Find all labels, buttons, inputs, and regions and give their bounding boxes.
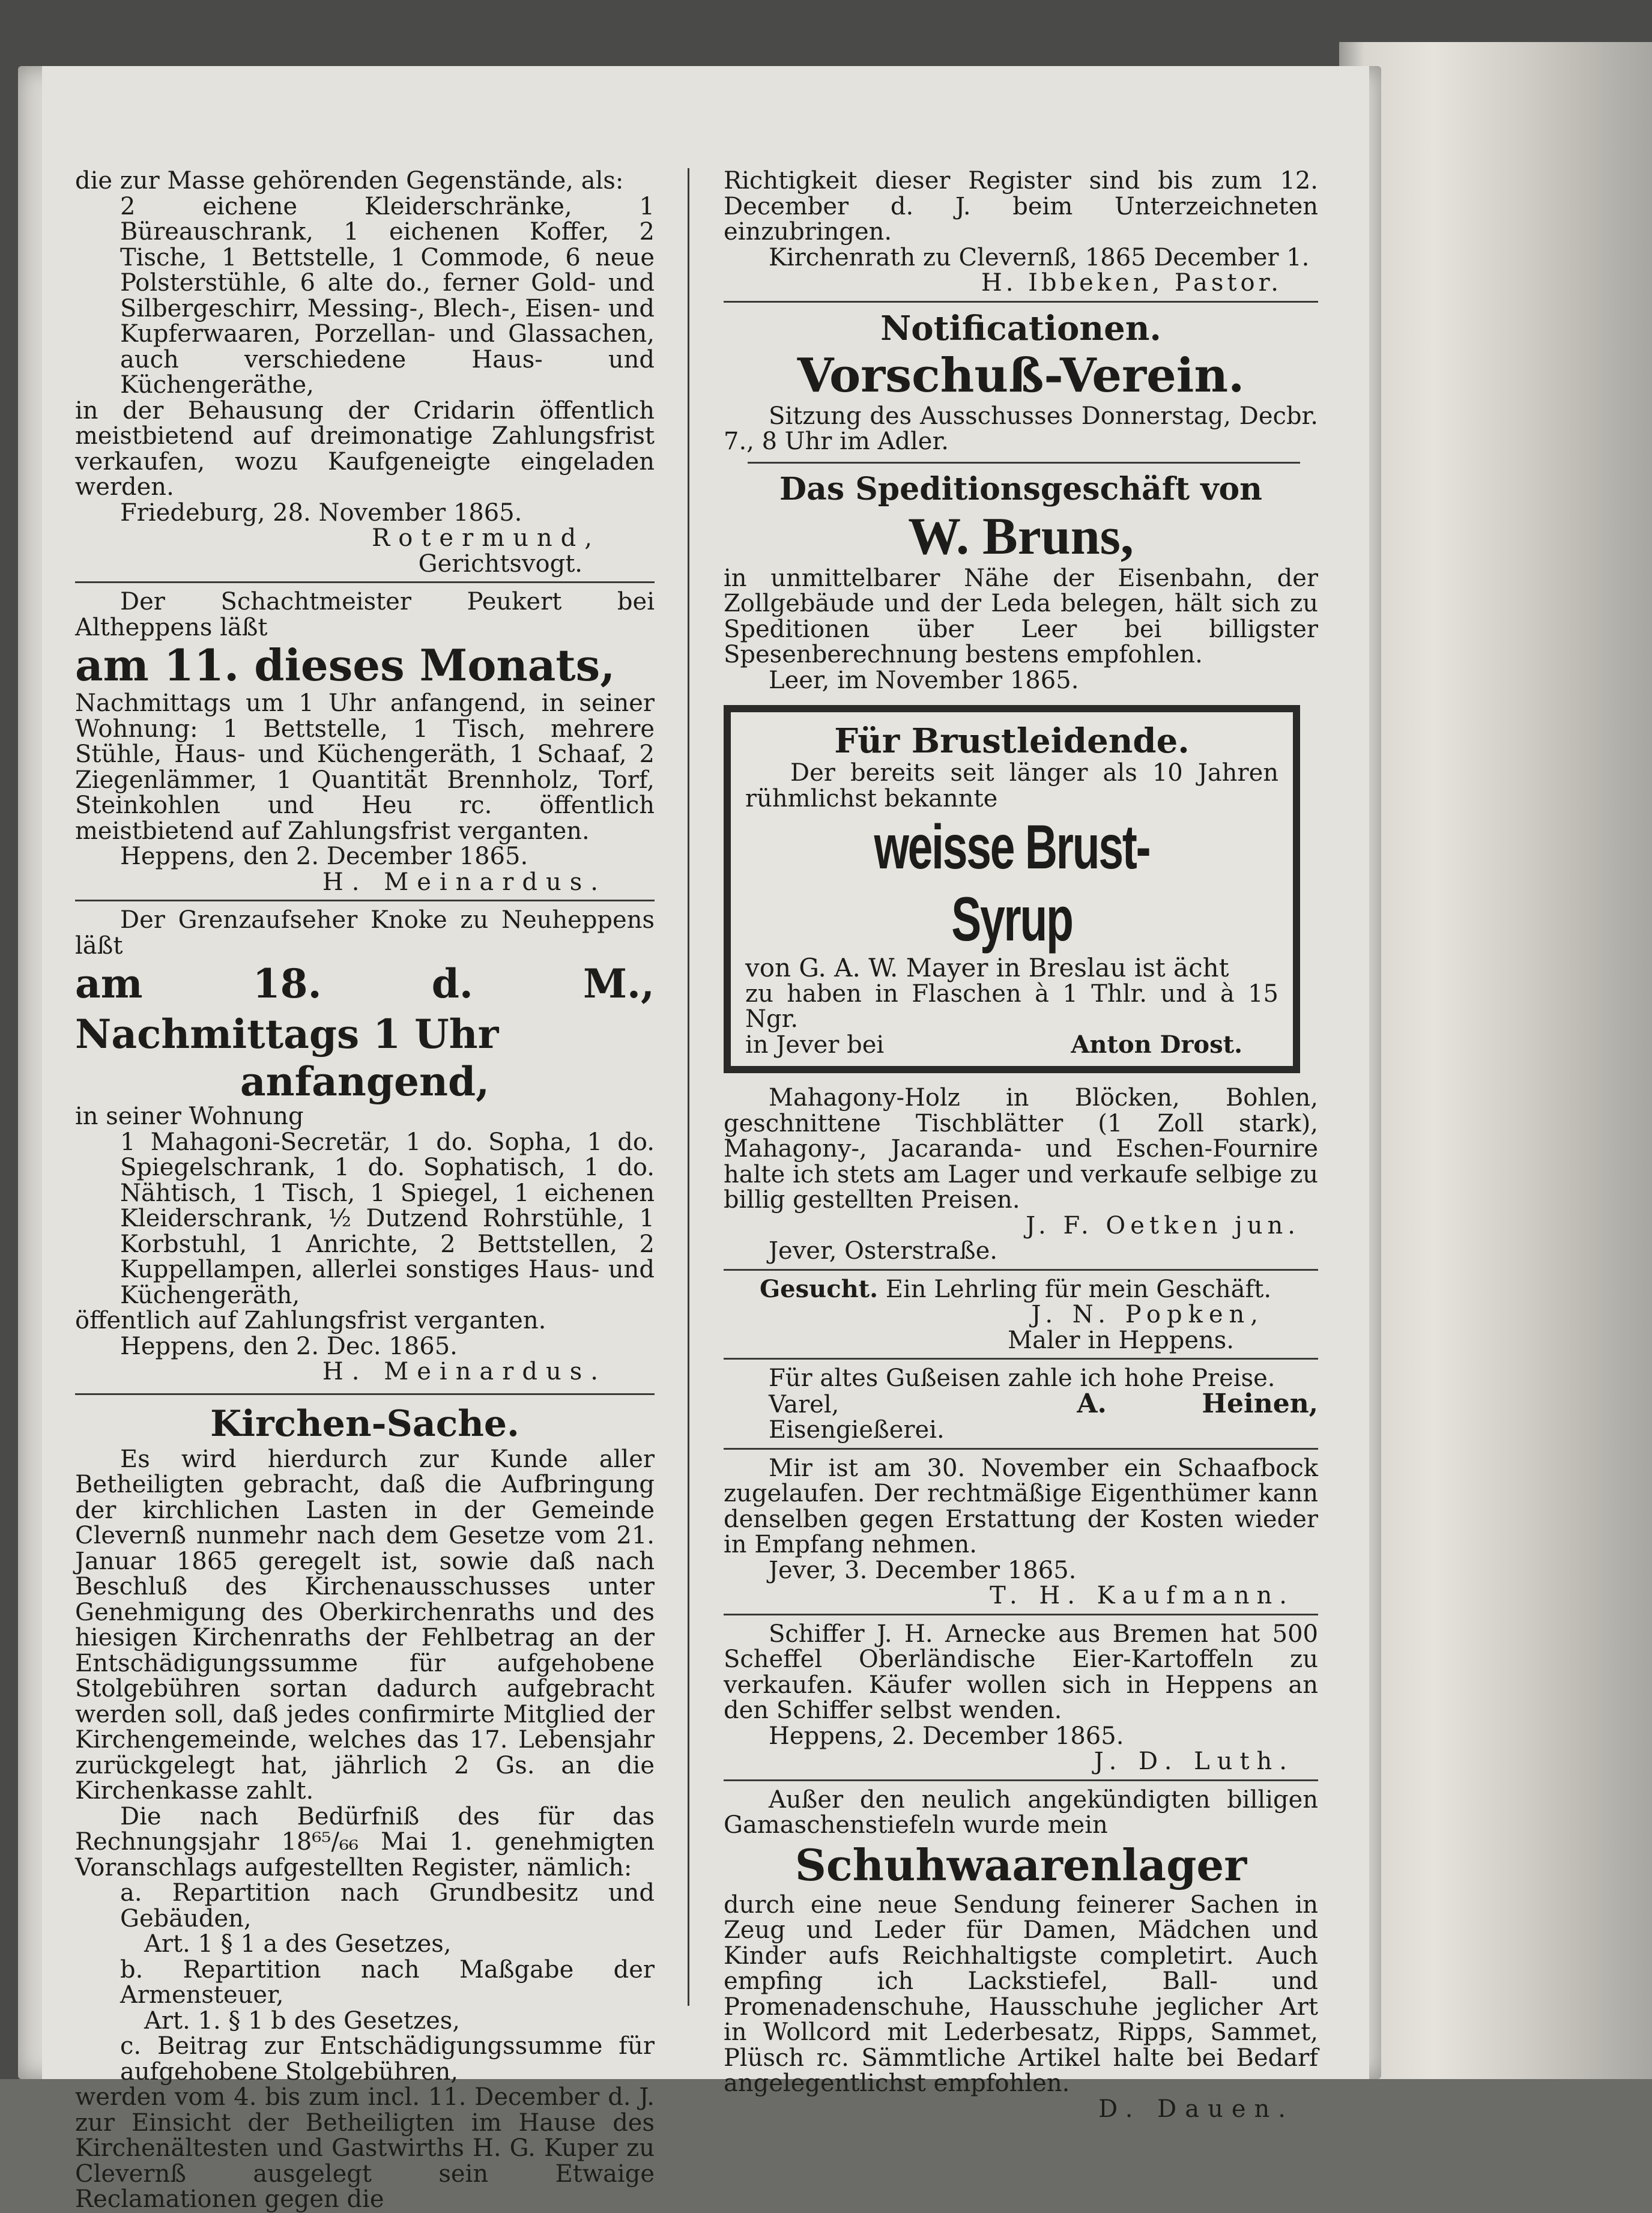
advert-kartoffeln bbox=[724, 1621, 1318, 1775]
advert-text: Mahagony-Holz in Blöcken, Bohlen, geschnittene Tischblätter (1 Zoll stark), Mahagony-, Jacaranda- und Eschen-Fournire halte ich stets am Lager und verkaufe selbige zu billig gestellten Preisen. bbox=[724, 1084, 1318, 1214]
auction-body: in der Behausung der Cridarin öffentlich meistbietend auf dreimonatige Zahlungsfrist verkaufen, wozu Kaufgeneigte eingeladen werden. bbox=[75, 396, 655, 501]
advert-text: durch eine neue Sendung feinerer Sachen in Zeug und Leder für Damen, Mädchen und Kinder aufs Reichhaltigste completirt. Auch empfing ich Lackstiefel, Ball- und Promenadenschuhe, Hausschuhe jeglicher Art in Wollcord mit Lederbesatz, Ripps, Sammet, Plüsch rc. Sämmtliche Artikel halte bei Bedarf angelegentlichst empfohlen. bbox=[724, 1891, 1318, 2097]
advert-text: Ein Lehrling für mein Geschäft. bbox=[885, 1275, 1272, 1303]
signature-name: Rotermund, bbox=[372, 524, 601, 552]
divider bbox=[724, 1779, 1318, 1781]
register-item-a: a. Repartition nach Grundbesitz und Gebäuden, bbox=[120, 1879, 655, 1933]
auction-date: Heppens, den 2. Dec. 1865. bbox=[120, 1332, 458, 1360]
divider bbox=[748, 462, 1300, 464]
auction-headline-cont: anfangend, bbox=[240, 1058, 490, 1105]
church-paragraph-3: werden vom 4. bis zum incl. 11. December d. J. zur Einsicht der Betheiligten im Hause des Kirchenältesten und Gastwirths H. G. Kuper zu Clevernß ausgelegt sein Etwaige Reclamationen gegen die bbox=[75, 2083, 655, 2213]
advert-sig-line bbox=[724, 1388, 1318, 1444]
signature: J. F. Oetken jun. bbox=[1026, 1211, 1300, 1240]
advert-place: Jever, Osterstraße. bbox=[769, 1237, 997, 1265]
product-name: weisse Brust-Syrup bbox=[874, 813, 1150, 954]
auction-intro: Der Grenzaufseher Knoke zu Neuheppens läßt bbox=[75, 906, 655, 960]
advert-title: Für Brustleidende. bbox=[834, 721, 1190, 761]
register-item-a-ref: Art. 1 § 1 a des Gesetzes, bbox=[144, 1930, 452, 1958]
signature: H. Meinardus. bbox=[322, 1358, 607, 1385]
notice-text: Sitzung des Ausschusses Donnerstag, Decbr. 7., 8 Uhr im Adler. bbox=[724, 402, 1318, 455]
advert-schaafbock bbox=[724, 1456, 1318, 1609]
advert-place: in Jever bei bbox=[745, 1031, 885, 1059]
signature: H. Meinardus. bbox=[322, 868, 607, 896]
advert-label: Gesucht. bbox=[760, 1274, 879, 1303]
signature: J. D. Luth. bbox=[1094, 1748, 1294, 1775]
advert-spedition bbox=[724, 471, 1318, 694]
auction-notice-friedeburg bbox=[75, 168, 655, 577]
church-notice-continued bbox=[724, 168, 1318, 296]
advert-name: W. Bruns, bbox=[908, 507, 1134, 566]
auction-intro: Der Schachtmeister Peukert bei Altheppens läßt bbox=[75, 588, 655, 641]
register-item-c: c. Beitrag zur Entschädigungssumme für aufgehobene Stolgebühren, bbox=[120, 2032, 655, 2086]
page-surface bbox=[42, 66, 1369, 2213]
advert-gesucht bbox=[724, 1274, 1318, 1354]
auction-notice-knoke bbox=[75, 907, 655, 1385]
column-divider bbox=[688, 168, 689, 2006]
auction-intro: die zur Masse gehörenden Gegenstände, als: bbox=[75, 167, 624, 195]
advert-name: A. Heinen, bbox=[1077, 1388, 1318, 1419]
signature-title: Maler in Heppens. bbox=[1008, 1326, 1234, 1354]
advert-intro: Außer den neulich angekündigten billigen Gamaschenstiefeln wurde mein bbox=[724, 1785, 1318, 1839]
advert-place: Varel, bbox=[769, 1390, 840, 1418]
auction-date: Heppens, den 2. December 1865. bbox=[120, 843, 528, 870]
advert-gusseisen bbox=[724, 1366, 1318, 1443]
church-paragraph-1: Es wird hierdurch zur Kunde aller Betheiligten gebracht, daß die Aufbringung der kirchlichen Lasten in der Gemeinde Clevernß nunmehr nach dem Gesetze vom 21. Januar 1865 geregelt ist, sowie daß nach Beschluß des Kirchenausschusses unter Genehmigung des Oberkirchenraths und des hiesigen Kirchenraths der Fehlbetrag an der Entschädigungssumme für aufgehobene Stolgebühren sortan dadurch aufgebracht werden soll, daß jedes confirmirte Mitglied der Kirchengemeinde, welches das 17. Lebensjahr zurückgelegt hat, jährlich 2 Gs. an die Kirchenkasse zahlt. bbox=[75, 1445, 655, 1805]
advert-schuhwaaren bbox=[724, 1787, 1318, 2122]
advert-date: Heppens, 2. December 1865. bbox=[769, 1722, 1124, 1750]
advert-text: Für altes Gußeisen zahle ich hohe Preise. bbox=[769, 1364, 1275, 1392]
advert-line bbox=[724, 1274, 1318, 1303]
advert-text: Mir ist am 30. November ein Schaafbock zugelaufen. Der rechtmäßige Eigenthümer kann denselben gegen Erstattung der Kosten wieder in Empfang nehmen. bbox=[724, 1454, 1318, 1558]
divider bbox=[724, 1448, 1318, 1450]
advert-line-3 bbox=[745, 1032, 1278, 1058]
advert-trade: Eisengießerei. bbox=[769, 1416, 945, 1444]
register-item-b: b. Repartition nach Maßgabe der Armensteuer, bbox=[120, 1955, 655, 2009]
advert-mahagony bbox=[724, 1085, 1318, 1264]
divider bbox=[75, 581, 655, 583]
advert-line-1: von G. A. W. Mayer in Breslau ist ächt bbox=[745, 953, 1229, 982]
signature-title: Gerichtsvogt. bbox=[418, 549, 582, 578]
church-notice bbox=[75, 1401, 655, 2212]
book-page-edges bbox=[1339, 42, 1652, 2079]
signature: T. H. Kaufmann. bbox=[990, 1582, 1294, 1609]
advert-dealer: Anton Drost. bbox=[1071, 1030, 1242, 1059]
divider bbox=[75, 1393, 655, 1395]
section-title: Kirchen-Sache. bbox=[210, 1402, 519, 1445]
church-paragraph-2: Die nach Bedürfniß des für das Rechnungsjahr 18⁶⁵/₆₆ Mai 1. genehmigten Voranschlags aufgestellten Register, nämlich: bbox=[75, 1802, 655, 1882]
brust-syrup-advert-box bbox=[724, 705, 1300, 1073]
advert-line: Das Speditionsgeschäft von bbox=[779, 470, 1262, 507]
divider bbox=[724, 1358, 1318, 1360]
church-cont-place: Kirchenrath zu Clevernß, 1865 December 1. bbox=[769, 243, 1310, 271]
auction-body: Nachmittags um 1 Uhr anfangend, in seiner Wohnung: 1 Bettstelle, 1 Tisch, mehrere Stühle, Haus- und Küchengeräth, 1 Schaaf, 2 Ziegenlämmer, 1 Quantität Brennholz, Torf, Steinkohlen und Heu rc. öffentlich meistbietend auf Zahlungsfrist verganten. bbox=[75, 689, 655, 845]
auction-headline: am 11. dieses Monats, bbox=[75, 640, 616, 691]
auction-body: öffentlich auf Zahlungsfrist verganten. bbox=[75, 1307, 546, 1334]
auction-items: 2 eichene Kleiderschränke, 1 Büreauschrank, 1 eichenen Koffer, 2 Tische, 1 Bettstelle, 1 Commode, 6 neue Polsterstühle, 6 alte do., ferner Gold- und Silbergeschirr, Messing-, Blech-, Eisen- und Kupferwaaren, Porzellan- und Glassachen, auch verschiedene Haus- und Küchengeräthe, bbox=[120, 192, 655, 399]
divider bbox=[724, 1614, 1318, 1615]
newspaper-page bbox=[18, 66, 1381, 2213]
auction-date: Friedeburg, 28. November 1865. bbox=[120, 498, 522, 527]
auction-items: 1 Mahagoni-Secretär, 1 do. Sopha, 1 do. Spiegelschrank, 1 do. Sophatisch, 1 do. Nähtisch, 1 Tisch, 1 Spiegel, 1 eichenen Kleiderschrank, ½ Dutzend Rohrstühle, 1 Korbstuhl, 1 Anrichte, 2 Bettstellen, 2 Kuppellampen, allerlei sonstiges Haus- und Küchengeräth, bbox=[120, 1128, 655, 1309]
notice-headline: Vorschuß-Verein. bbox=[797, 348, 1245, 403]
auction-location: in seiner Wohnung bbox=[75, 1103, 304, 1130]
advert-intro: Der bereits seit länger als 10 Jahren rühmlichst bekannte bbox=[745, 759, 1278, 813]
divider bbox=[724, 301, 1318, 303]
advert-text: Schiffer J. H. Arnecke aus Bremen hat 500 Scheffel Oberländische Eier-Kartoffeln zu verkaufen. Käufer wollen sich in Heppens an den Schiffer selbst wenden. bbox=[724, 1620, 1318, 1724]
auction-headline: am 18. d. M., Nachmittags 1 Uhr bbox=[75, 960, 655, 1058]
right-column bbox=[724, 168, 1318, 2122]
section-title: Notificationen. bbox=[880, 308, 1161, 348]
advert-headline: Schuhwaarenlager bbox=[794, 1839, 1247, 1891]
divider bbox=[724, 1269, 1318, 1271]
notifications bbox=[724, 309, 1318, 455]
signature: D. Dauen. bbox=[1098, 2095, 1294, 2123]
divider bbox=[75, 900, 655, 901]
advert-line-2: zu haben in Flaschen à 1 Thlr. und à 15 Ngr. bbox=[745, 979, 1278, 1033]
auction-notice-peukert bbox=[75, 589, 655, 895]
advert-date: Jever, 3. December 1865. bbox=[769, 1556, 1077, 1584]
register-item-b-ref: Art. 1. § 1 b des Gesetzes, bbox=[144, 2006, 460, 2035]
left-column bbox=[75, 168, 655, 2212]
signature: J. N. Popken, bbox=[1031, 1301, 1264, 1328]
advert-text: in unmittelbarer Nähe der Eisenbahn, der Zollgebäude und der Leda belegen, hält sich zu Speditionen über Leer bei billigster Spesenberechnung bestens empfohlen. bbox=[724, 564, 1318, 668]
signature: H. Ibbeken, Pastor. bbox=[981, 269, 1282, 297]
advert-date: Leer, im November 1865. bbox=[769, 666, 1079, 694]
church-cont-text: Richtigkeit dieser Register sind bis zum 12. December d. J. beim Unterzeichneten einzubringen. bbox=[724, 167, 1318, 246]
